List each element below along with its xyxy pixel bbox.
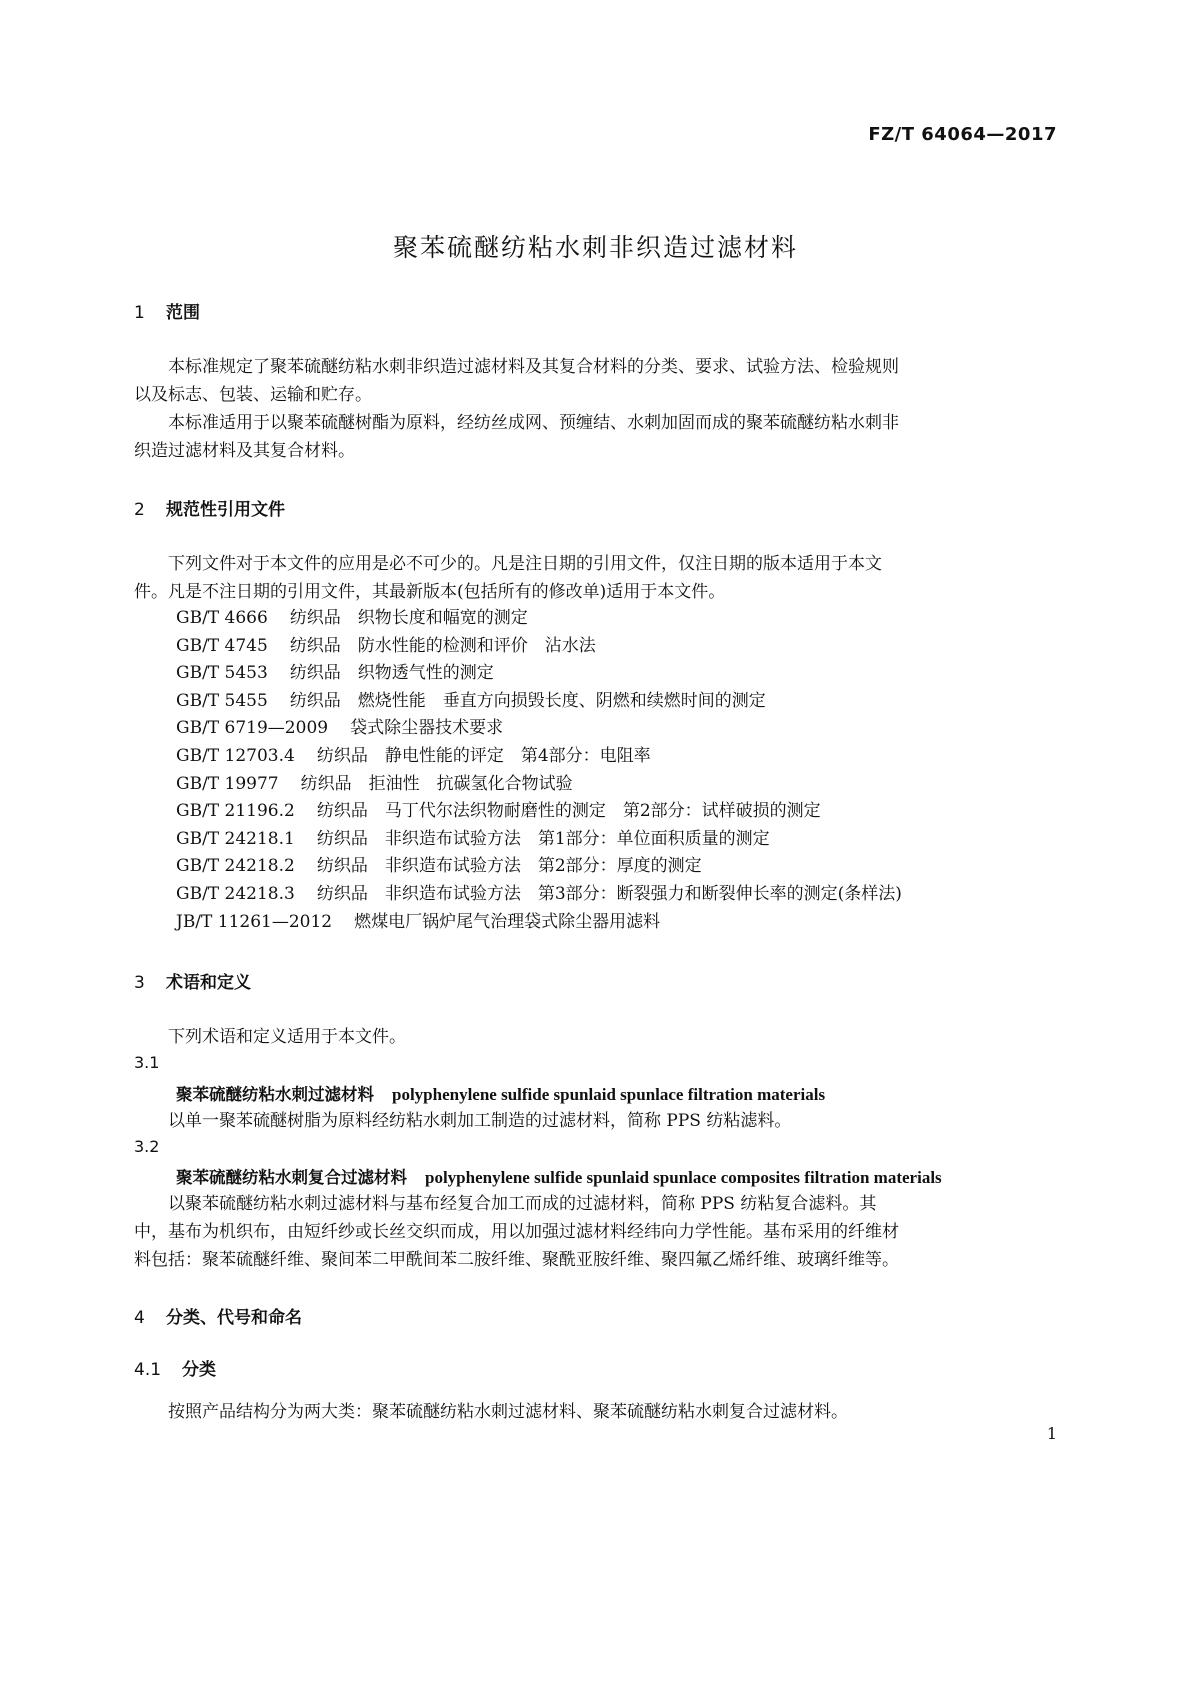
reference-code: GB/T 5453: [176, 663, 268, 684]
term-3-1: [176, 1081, 825, 1105]
section-4-heading: [134, 1303, 302, 1328]
reference-item: [176, 604, 528, 632]
term-en: polyphenylene sulfide spunlaid spunlace composites filtration materials: [425, 1168, 942, 1187]
reference-title: 纺织品 马丁代尔法织物耐磨性的测定 第2部分：试样破损的测定: [316, 801, 821, 822]
reference-item: [176, 825, 770, 853]
reference-code: GB/T 24218.3: [176, 884, 295, 904]
term-3-2: [176, 1164, 942, 1188]
section-1-paragraph-2-line-1: 本标准适用于以聚苯硫醚树酯为原料，经纺丝成网、预缠结、水刺加固而成的聚苯硫醚纺粘水刺非: [168, 413, 899, 433]
reference-item: [176, 852, 702, 880]
term-zh: 聚苯硫醚纺粘水刺过滤材料: [176, 1085, 374, 1104]
reference-code: GB/T 4745: [176, 635, 268, 656]
reference-title: 纺织品 静电性能的评定 第4部分：电阻率: [316, 746, 651, 766]
reference-code: GB/T 24218.1: [176, 828, 295, 849]
reference-code: GB/T 4666: [176, 608, 268, 628]
section-3-intro: 下列术语和定义适用于本文件。: [168, 1027, 406, 1047]
section-number: 1: [134, 303, 145, 323]
reference-item: [176, 908, 660, 936]
reference-title: 纺织品 织物长度和幅宽的测定: [289, 608, 528, 628]
term-3-2-definition-line-3: 料包括：聚苯硫醚纤维、聚间苯二甲酰间苯二胺纤维、聚酰亚胺纤维、聚四氟乙烯纤维、玻璃纤维等。: [134, 1250, 899, 1270]
reference-title: 纺织品 非织造布试验方法 第2部分：厚度的测定: [316, 856, 702, 877]
reference-title: 袋式除尘器技术要求: [350, 718, 504, 739]
section-title: 术语和定义: [166, 973, 251, 993]
reference-code: JB/T 11261—2012: [176, 911, 333, 932]
reference-item: [176, 742, 651, 770]
section-2-paragraph-line-2: 件。凡是不注日期的引用文件，其最新版本(包括所有的修改单)适用于本文件。: [134, 582, 726, 602]
term-3-2-number: 3.2: [134, 1137, 160, 1156]
subsection-number: 4.1: [134, 1360, 162, 1380]
section-number: 3: [134, 973, 145, 993]
section-1-paragraph-2-line-2: 织造过滤材料及其复合材料。: [134, 441, 355, 461]
reference-item: [176, 770, 573, 798]
term-3-2-definition-line-1: 以聚苯硫醚纺粘水刺过滤材料与基布经复合加工而成的过滤材料，简称 PPS 纺粘复合滤料。其: [168, 1194, 877, 1214]
term-en: polyphenylene sulfide spunlaid spunlace filtration materials: [392, 1085, 826, 1104]
reference-item: [176, 880, 902, 908]
term-3-2-definition-line-2: 中，基布为机织布，由短纤纱或长丝交织而成，用以加强过滤材料经纬向力学性能。基布采用的纤维材: [134, 1222, 899, 1242]
page-title: 聚苯硫醚纺粘水刺非织造过滤材料: [392, 233, 798, 262]
term-zh: 聚苯硫醚纺粘水刺复合过滤材料: [176, 1168, 407, 1187]
reference-item: [176, 687, 766, 715]
reference-code: GB/T 24218.2: [176, 856, 295, 877]
subsection-title: 分类: [182, 1360, 216, 1380]
term-3-1-definition: 以单一聚苯硫醚树脂为原料经纺粘水刺加工制造的过滤材料，简称 PPS 纺粘滤料。: [168, 1111, 792, 1131]
section-number: 2: [134, 500, 145, 520]
reference-item: [176, 632, 596, 660]
section-2-paragraph-line-1: 下列文件对于本文件的应用是必不可少的。凡是注日期的引用文件，仅注日期的版本适用于本文: [168, 554, 882, 574]
subsection-4-1-text: 按照产品结构分为两大类：聚苯硫醚纺粘水刺过滤材料、聚苯硫醚纺粘水刺复合过滤材料。: [168, 1402, 848, 1422]
reference-title: 纺织品 防水性能的检测和评价 沾水法: [289, 635, 596, 656]
section-2-heading: [134, 495, 285, 520]
section-1-paragraph-1-line-2: 以及标志、包装、运输和贮存。: [134, 385, 372, 405]
reference-title: 纺织品 非织造布试验方法 第3部分：断裂强力和断裂伸长率的测定(条样法): [316, 884, 902, 904]
standard-code: FZ/T 64064—2017: [868, 124, 1057, 145]
reference-code: GB/T 5455: [176, 690, 268, 711]
section-title: 分类、代号和命名: [166, 1308, 302, 1328]
reference-code: GB/T 19977: [176, 773, 279, 794]
reference-code: GB/T 21196.2: [176, 801, 295, 822]
reference-title: 纺织品 织物透气性的测定: [289, 663, 494, 684]
section-1-heading: [134, 298, 200, 323]
reference-code: GB/T 12703.4: [176, 746, 295, 766]
section-title: 规范性引用文件: [166, 500, 285, 520]
reference-title: 纺织品 拒油性 抗碳氢化合物试验: [300, 773, 573, 794]
reference-code: GB/T 6719—2009: [176, 718, 329, 739]
reference-title: 纺织品 燃烧性能 垂直方向损毁长度、阴燃和续燃时间的测定: [289, 690, 766, 711]
reference-item: [176, 714, 503, 742]
section-3-heading: [134, 968, 251, 993]
section-number: 4: [134, 1308, 145, 1328]
section-title: 范围: [166, 303, 200, 323]
section-1-paragraph-1-line-1: 本标准规定了聚苯硫醚纺粘水刺非织造过滤材料及其复合材料的分类、要求、试验方法、检验规则: [168, 357, 899, 377]
reference-title: 燃煤电厂锅炉尾气治理袋式除尘器用滤料: [354, 911, 661, 932]
subsection-4-1-heading: [134, 1355, 216, 1380]
reference-item: [176, 659, 494, 687]
reference-title: 纺织品 非织造布试验方法 第1部分：单位面积质量的测定: [316, 828, 770, 849]
term-3-1-number: 3.1: [134, 1053, 160, 1072]
page-number: 1: [1046, 1424, 1057, 1443]
reference-item: [176, 797, 821, 825]
